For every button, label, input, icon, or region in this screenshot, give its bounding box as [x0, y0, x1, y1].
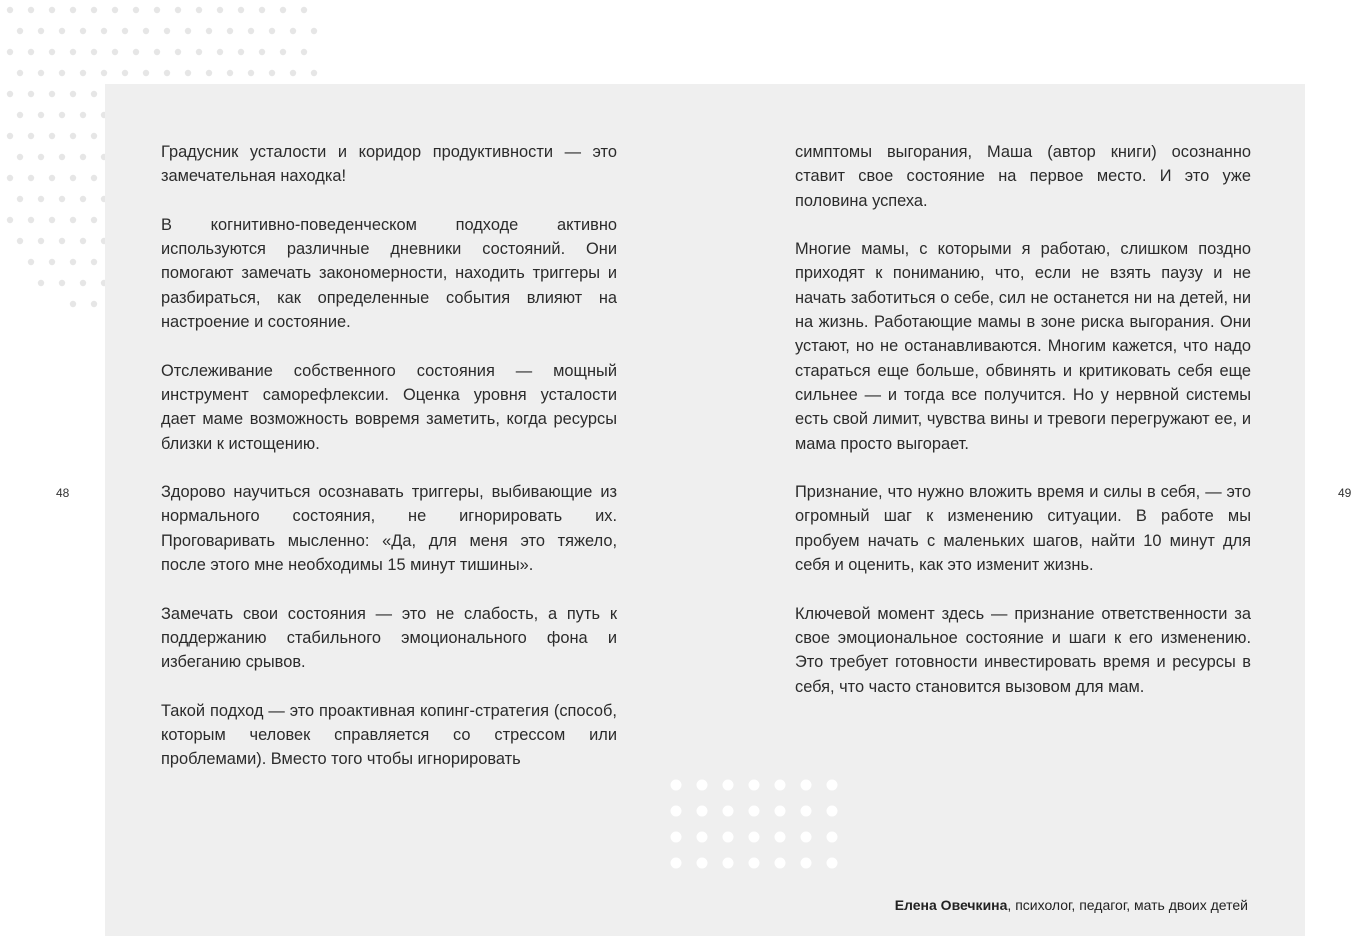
decorative-dot [133, 7, 139, 13]
decorative-dot [59, 112, 65, 118]
decorative-dot [154, 49, 160, 55]
decorative-dot [801, 832, 812, 843]
decorative-dot [7, 217, 13, 223]
decorative-dot [775, 832, 786, 843]
paragraph: Отслеживание собственного состояния — мощный инструмент саморефлексии. Оценка уровня усталости дает маме возможность вовремя заметить, когда ресурсы близки к истощению. [161, 361, 617, 453]
decorative-dot [7, 7, 13, 13]
decorative-dot [91, 49, 97, 55]
decorative-dot [723, 780, 734, 791]
author-name: Елена Овечкина [894, 897, 1008, 913]
decorative-dot [311, 28, 317, 34]
decorative-dot [801, 780, 812, 791]
decorative-dot [196, 49, 202, 55]
decorative-dot [91, 301, 97, 307]
decorative-dot [70, 7, 76, 13]
decorative-dot [70, 259, 76, 265]
decorative-dot [248, 28, 254, 34]
decorative-dot [28, 133, 34, 139]
decorative-dot [28, 259, 34, 265]
decorative-dot [290, 28, 296, 34]
decorative-dot [801, 806, 812, 817]
page-number-left: 48 [56, 486, 70, 500]
decorative-dot [91, 133, 97, 139]
decorative-dot [154, 7, 160, 13]
decorative-dot [59, 154, 65, 160]
decorative-dot [59, 196, 65, 202]
decorative-dot [17, 154, 23, 160]
decorative-dot [17, 28, 23, 34]
decorative-dot [59, 28, 65, 34]
decorative-dot [49, 7, 55, 13]
decorative-dot [206, 70, 212, 76]
paragraph: симптомы выгорания, Маша (автор книги) осознанно ставит свое состояние на первое место. И это уже половина успеха. [795, 143, 1251, 210]
decorative-dot [196, 7, 202, 13]
decorative-dot [7, 133, 13, 139]
left-column-text [161, 140, 617, 796]
decorative-dot [217, 7, 223, 13]
decorative-dot [311, 70, 317, 76]
decorative-dot [59, 280, 65, 286]
decorative-dot [175, 49, 181, 55]
decorative-dot [59, 238, 65, 244]
decorative-dot [290, 70, 296, 76]
author-description: , психолог, педагог, мать двоих детей [1007, 897, 1248, 913]
decorative-dot [49, 49, 55, 55]
decorative-dot [827, 832, 838, 843]
decorative-dot [280, 49, 286, 55]
decorative-dot [248, 70, 254, 76]
decorative-dot [17, 70, 23, 76]
decorative-dot [185, 70, 191, 76]
decorative-dot [206, 28, 212, 34]
decorative-dot [7, 175, 13, 181]
decorative-dot [80, 238, 86, 244]
decorative-dot [227, 28, 233, 34]
decorative-dot [91, 91, 97, 97]
paragraph: Признание, что нужно вложить время и силы в себя, — это огромный шаг к изменению ситуации. В работе мы пробуем начать с маленьких шагов, найти 10 минут для себя и оценить, как это изменит жизнь. [795, 483, 1251, 575]
decorative-dot [238, 49, 244, 55]
decorative-dot [80, 112, 86, 118]
decorative-dot [28, 217, 34, 223]
decorative-dot [697, 780, 708, 791]
decorative-dot [38, 70, 44, 76]
decorative-dot [671, 780, 682, 791]
paragraph: В когнитивно-поведенческом подходе активно используются различные дневники состояний. Они помогают замечать закономерности, находить триггеры и разбираться, как определенные события влияют на настроение и состояние. [161, 215, 617, 332]
decorative-dot [697, 858, 708, 869]
decorative-dot [49, 91, 55, 97]
decorative-dot [749, 806, 760, 817]
decorative-dot [238, 7, 244, 13]
decorative-dot [801, 858, 812, 869]
decorative-dot [671, 832, 682, 843]
decorative-dot [70, 217, 76, 223]
decorative-dot [217, 49, 223, 55]
decorative-dot [185, 28, 191, 34]
decorative-dot [80, 280, 86, 286]
decorative-dot [38, 112, 44, 118]
decorative-dot [70, 133, 76, 139]
decorative-dot [70, 49, 76, 55]
decorative-dot [259, 49, 265, 55]
decorative-dot [143, 28, 149, 34]
decorative-dot [827, 806, 838, 817]
decorative-dot [91, 7, 97, 13]
decorative-dot [70, 91, 76, 97]
decorative-dot [38, 28, 44, 34]
decorative-dot [775, 806, 786, 817]
decorative-dot [38, 154, 44, 160]
decorative-dot [164, 70, 170, 76]
decorative-dot [723, 858, 734, 869]
decorative-dot [59, 70, 65, 76]
decorative-dot [28, 49, 34, 55]
decorative-dot [80, 28, 86, 34]
decorative-dot [101, 28, 107, 34]
decorative-dot [7, 91, 13, 97]
decorative-dot [49, 259, 55, 265]
decorative-dot [101, 70, 107, 76]
decorative-dot-grid [665, 775, 850, 875]
decorative-dot [133, 49, 139, 55]
paragraph: Ключевой момент здесь — признание ответственности за свое эмоциональное состояние и шаги к его изменению. Это требует готовности инвестировать время и ресурсы в себя, что часто становится вызовом для мам. [795, 604, 1251, 696]
decorative-dot [827, 858, 838, 869]
decorative-dot [38, 280, 44, 286]
decorative-dot [697, 806, 708, 817]
decorative-dot [38, 238, 44, 244]
decorative-dot [280, 7, 286, 13]
decorative-dot [259, 7, 265, 13]
decorative-dot [122, 70, 128, 76]
decorative-dot [38, 196, 44, 202]
decorative-dot [7, 49, 13, 55]
decorative-dot [17, 112, 23, 118]
decorative-dot [112, 49, 118, 55]
decorative-dot [775, 858, 786, 869]
decorative-dot [49, 217, 55, 223]
decorative-dot [49, 133, 55, 139]
decorative-dot [269, 70, 275, 76]
paragraph: Такой подход — это проактивная копинг-стратегия (способ, которым человек справляется со стрессом или проблемами). Вместо того чтобы игнорировать [161, 701, 617, 769]
decorative-dot [70, 301, 76, 307]
decorative-dot [749, 832, 760, 843]
decorative-dot [80, 196, 86, 202]
decorative-dot [91, 175, 97, 181]
decorative-dot [227, 70, 233, 76]
decorative-dot [80, 154, 86, 160]
decorative-dot [70, 175, 76, 181]
decorative-dot [175, 7, 181, 13]
decorative-dot [17, 238, 23, 244]
paragraph: Здорово научиться осознавать триггеры, выбивающие из нормального состояния, не игнорировать их. Проговаривать мысленно: «Да, для меня это тяжело, после этого мне необходимы 15 минут тишины». [161, 483, 617, 575]
decorative-dot [122, 28, 128, 34]
paragraph: Многие мамы, с которыми я работаю, слишком поздно приходят к пониманию, что, если не взять паузу и не начать заботиться о себе, сил не останется ни на детей, ни на жизнь. Работающие мамы в зоне риска выгорания. Они устают, но не останавливаются. Многим кажется, что надо стараться еще больше, обвинять и критиковать себя еще сильнее — и тогда все получится. Но у нервной системы есть свой лимит, чувства вины и тревоги перегружают ее, и мама просто выгорает. [795, 240, 1251, 453]
decorative-dot [28, 91, 34, 97]
decorative-dot [80, 70, 86, 76]
decorative-dot [749, 858, 760, 869]
decorative-dot [723, 832, 734, 843]
decorative-dot [775, 780, 786, 791]
decorative-dot [301, 49, 307, 55]
author-signature [895, 897, 1248, 913]
decorative-dot [28, 7, 34, 13]
decorative-dot [671, 858, 682, 869]
decorative-dot [143, 70, 149, 76]
decorative-dot [301, 7, 307, 13]
decorative-dot [749, 780, 760, 791]
paragraph: Градусник усталости и коридор продуктивности — это замечательная находка! [161, 143, 617, 186]
decorative-dot [91, 217, 97, 223]
decorative-dot [49, 175, 55, 181]
decorative-dot [28, 175, 34, 181]
decorative-dot [112, 7, 118, 13]
paragraph: Замечать свои состояния — это не слабость, а путь к поддержанию стабильного эмоционального фона и избеганию срывов. [161, 604, 617, 672]
decorative-dot [164, 28, 170, 34]
decorative-dot [17, 196, 23, 202]
decorative-dot [269, 28, 275, 34]
decorative-dot [671, 806, 682, 817]
decorative-dot [723, 806, 734, 817]
page-number-right: 49 [1338, 486, 1352, 500]
decorative-dot [827, 780, 838, 791]
decorative-dot [91, 259, 97, 265]
decorative-dot [697, 832, 708, 843]
right-column-text [795, 140, 1251, 723]
